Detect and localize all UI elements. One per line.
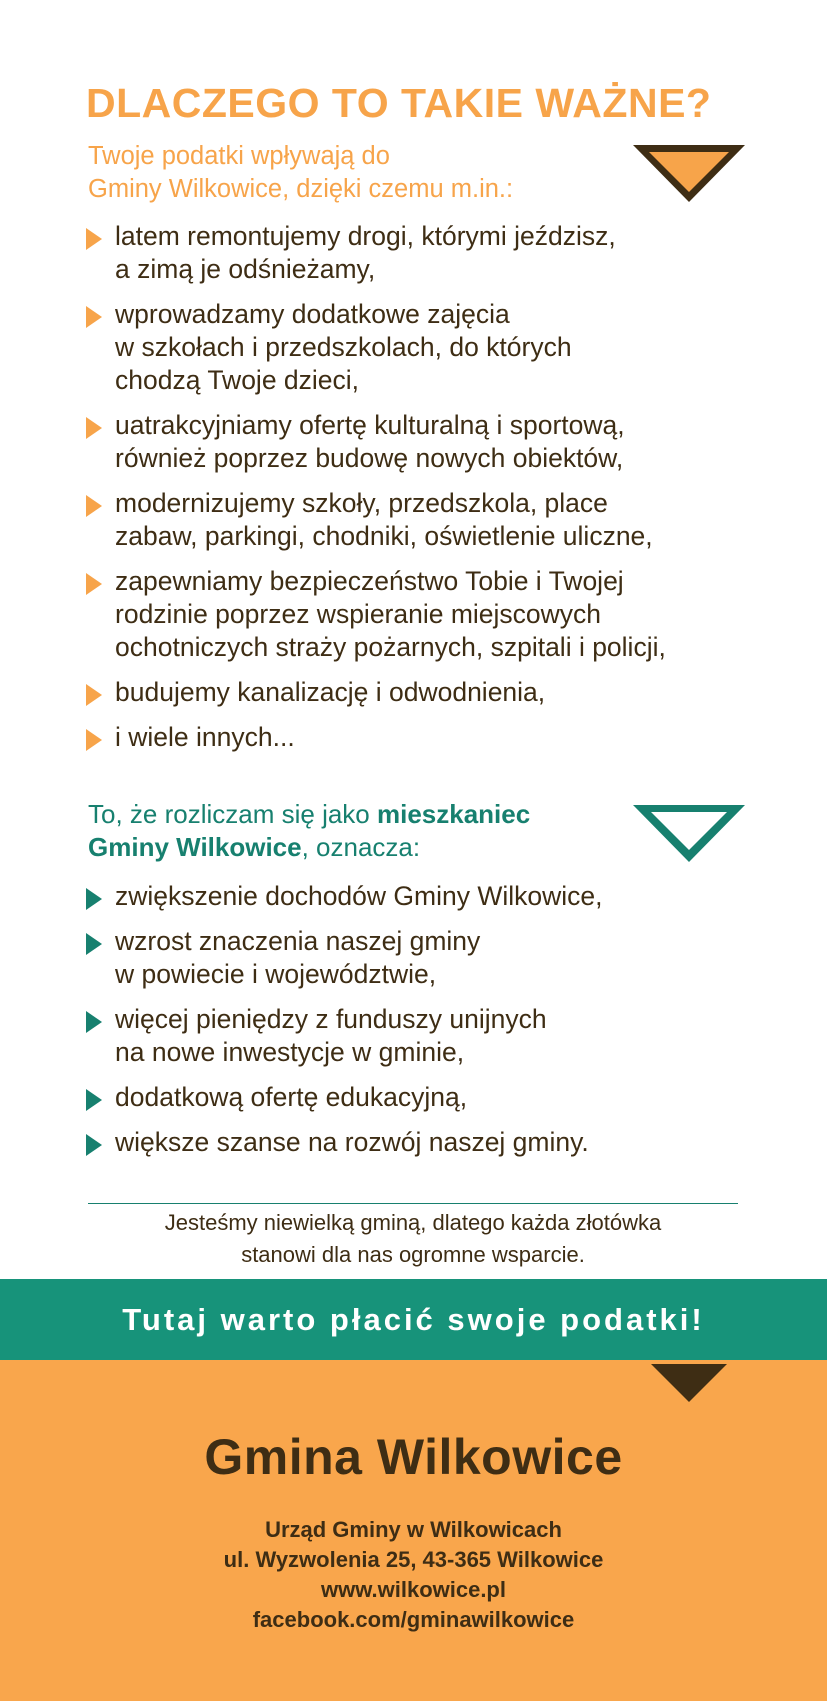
down-triangle-outline-icon bbox=[633, 805, 745, 863]
resident-intro-bold-1: mieszkaniec bbox=[376, 799, 531, 829]
page-title: DLACZEGO TO TAKIE WAŻNE? bbox=[86, 80, 712, 126]
list-item-line: zwiększenie dochodów Gminy Wilkowice, bbox=[115, 881, 603, 911]
intro-line-2: Gminy Wilkowice, dzięki czemu m.in.: bbox=[88, 175, 514, 203]
list-item-line: rodzinie poprzez wspieranie miejscowych bbox=[115, 599, 602, 629]
list-item-line: a zimą je odśnieżamy, bbox=[115, 254, 376, 284]
bullet-arrow-icon bbox=[86, 729, 102, 751]
intro-text bbox=[88, 140, 608, 206]
list-item-line: zapewniamy bezpieczeństwo Tobie i Twojej bbox=[115, 566, 624, 596]
list-item-line: wprowadzamy dodatkowe zajęcia bbox=[115, 299, 510, 329]
bullet-arrow-icon bbox=[86, 573, 102, 595]
down-triangle-icon bbox=[633, 145, 745, 203]
support-note bbox=[88, 1207, 738, 1271]
website-link[interactable]: www.wilkowice.pl bbox=[320, 1577, 506, 1602]
bullet-arrow-icon bbox=[86, 417, 102, 439]
bullet-arrow-icon bbox=[86, 933, 102, 955]
bullet-arrow-icon bbox=[86, 495, 102, 517]
list-item-line: chodzą Twoje dzieci, bbox=[115, 365, 360, 395]
resident-intro bbox=[88, 798, 648, 864]
footer bbox=[0, 1360, 827, 1701]
list-item-line: w szkołach i przedszkolach, do których bbox=[115, 332, 572, 362]
office-address: ul. Wyzwolenia 25, 43-365 Wilkowice bbox=[223, 1547, 604, 1572]
bullet-arrow-icon bbox=[86, 228, 102, 250]
bullet-arrow-icon bbox=[86, 684, 102, 706]
list-item bbox=[86, 1126, 786, 1159]
list-item bbox=[86, 1081, 786, 1114]
bullet-arrow-icon bbox=[86, 1011, 102, 1033]
list-item-line: i wiele innych... bbox=[115, 722, 295, 752]
list-item-line: również poprzez budowę nowych obiektów, bbox=[115, 443, 624, 473]
bullet-arrow-icon bbox=[86, 306, 102, 328]
footer-title: Gmina Wilkowice bbox=[204, 1429, 623, 1485]
support-note-line-1: Jesteśmy niewielką gminą, dlatego każda złotówka bbox=[164, 1210, 662, 1235]
list-item-line: wzrost znaczenia naszej gminy bbox=[115, 926, 481, 956]
list-item bbox=[86, 565, 786, 664]
list-item-line: latem remontujemy drogi, którymi jeździsz, bbox=[115, 221, 616, 251]
effects-list bbox=[86, 880, 786, 1171]
list-item bbox=[86, 1003, 786, 1069]
list-item bbox=[86, 487, 786, 553]
list-item-line: dodatkową ofertę edukacyjną, bbox=[115, 1082, 468, 1112]
facebook-link[interactable]: facebook.com/gminawilkowice bbox=[252, 1607, 575, 1632]
bullet-arrow-icon bbox=[86, 888, 102, 910]
office-name: Urząd Gminy w Wilkowicach bbox=[265, 1517, 562, 1542]
list-item bbox=[86, 298, 786, 397]
intro-line-1: Twoje podatki wpływają do bbox=[88, 142, 390, 170]
footer-down-triangle-icon bbox=[633, 1360, 745, 1406]
list-item bbox=[86, 880, 786, 913]
list-item-line: ochotniczych straży pożarnych, szpitali i policji, bbox=[115, 632, 666, 662]
bullet-arrow-icon bbox=[86, 1134, 102, 1156]
list-item-line: uatrakcyjniamy ofertę kulturalną i sportową, bbox=[115, 410, 625, 440]
list-item-line: modernizujemy szkoły, przedszkola, place bbox=[115, 488, 608, 518]
list-item-line: budujemy kanalizację i odwodnienia, bbox=[115, 677, 546, 707]
resident-intro-bold-2: Gminy Wilkowice bbox=[88, 832, 302, 862]
list-item bbox=[86, 409, 786, 475]
list-item-line: więcej pieniędzy z funduszy unijnych bbox=[115, 1004, 547, 1034]
tax-banner bbox=[0, 1279, 827, 1360]
list-item bbox=[86, 925, 786, 991]
bullet-arrow-icon bbox=[86, 1089, 102, 1111]
resident-intro-plain-1: To, że rozliczam się jako bbox=[88, 799, 377, 829]
list-item-line: zabaw, parkingi, chodniki, oświetlenie uliczne, bbox=[115, 521, 653, 551]
list-item bbox=[86, 676, 786, 709]
list-item-line: większe szanse na rozwój naszej gminy. bbox=[115, 1127, 589, 1157]
support-note-line-2: stanowi dla nas ogromne wsparcie. bbox=[241, 1242, 585, 1267]
contact-info bbox=[0, 1515, 827, 1635]
resident-intro-plain-2: , oznacza: bbox=[301, 832, 421, 862]
list-item-line: na nowe inwestycje w gminie, bbox=[115, 1037, 465, 1067]
list-item bbox=[86, 220, 786, 286]
divider-line bbox=[88, 1203, 738, 1204]
list-item bbox=[86, 721, 786, 754]
banner-text: Tutaj warto płacić swoje podatki! bbox=[122, 1302, 705, 1337]
list-item-line: w powiecie i województwie, bbox=[115, 959, 437, 989]
benefits-list bbox=[86, 220, 786, 766]
